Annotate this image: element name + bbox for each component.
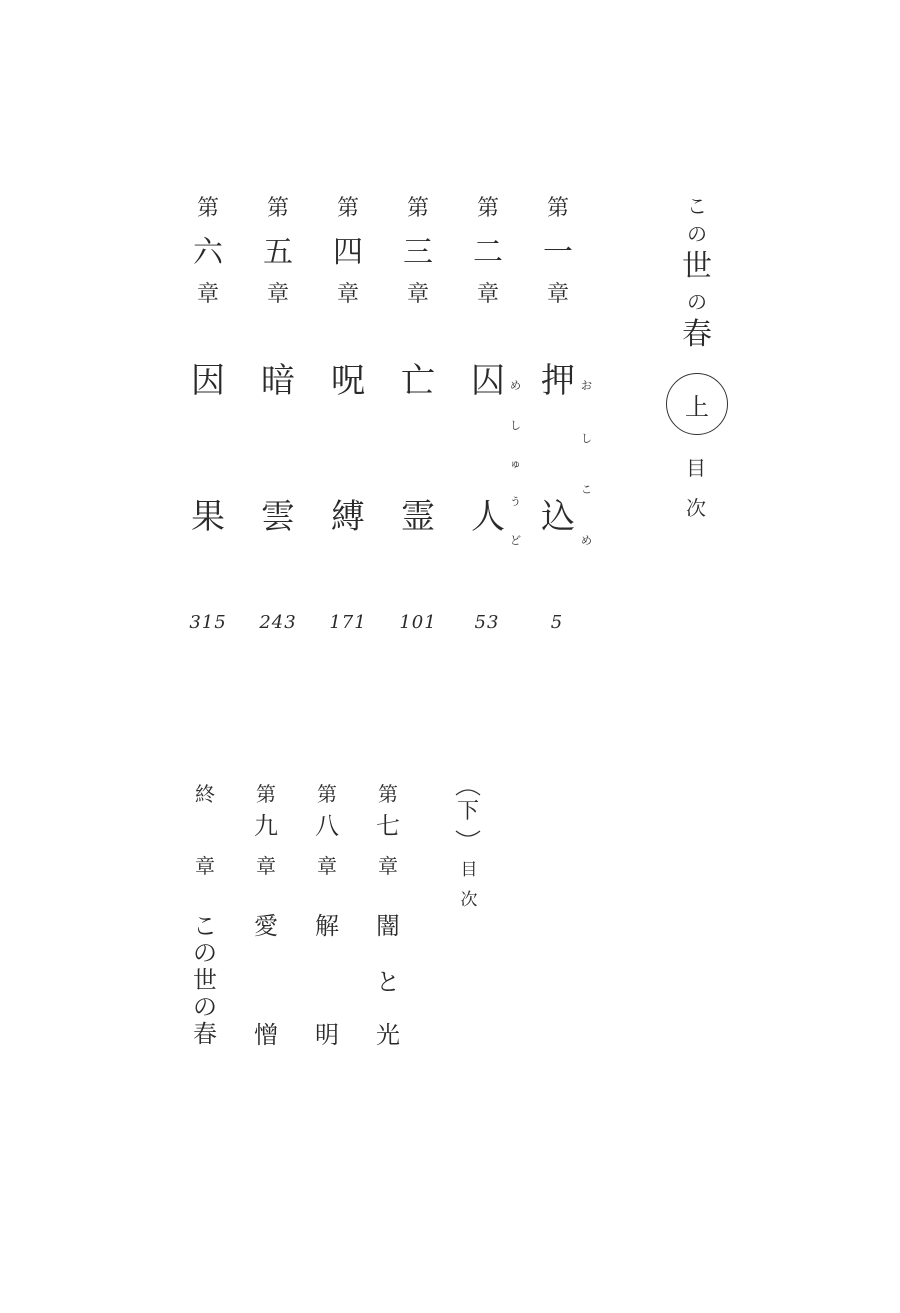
chapter-3-title-1: 亡 xyxy=(401,361,435,401)
volume-mark-upper: 上 xyxy=(666,373,728,435)
chapter-3[interactable]: 第 三 章 亡 霊 xyxy=(398,198,438,534)
chapter-2-title-2: 人 xyxy=(471,497,505,537)
chapter-4[interactable]: 第 四 章 呪 縛 xyxy=(328,198,368,534)
chapter-final[interactable]: 終 章 こ の 世 の 春 xyxy=(193,782,217,1048)
chapter-2-title-1: 囚 xyxy=(471,361,505,401)
chapter-4-title-2: 縛 xyxy=(331,497,365,537)
chapter-6[interactable]: 第 六 章 因 果 xyxy=(188,198,228,534)
parentheses-bracket xyxy=(450,783,486,845)
chapter-2-page: 53 xyxy=(474,612,500,633)
chapter-5-title-2: 雲 xyxy=(261,497,295,537)
chapter-2[interactable]: 第 二 章 囚 人 xyxy=(468,198,508,534)
chapter-7[interactable]: 第 七 章 闇 と 光 xyxy=(376,782,400,1049)
chapter-4-page: 171 xyxy=(329,612,367,633)
chapter-6-title-1: 因 xyxy=(191,361,225,401)
chapter-1[interactable]: 第 一 章 押 込 xyxy=(538,198,578,534)
chapter-6-page: 315 xyxy=(189,612,227,633)
chapter-6-title-2: 果 xyxy=(191,497,225,537)
chapter-8[interactable]: 第 八 章 解 明 xyxy=(315,782,339,1049)
volume-mark-lower: 下 xyxy=(450,783,486,823)
chapter-5-page: 243 xyxy=(259,612,297,633)
chapter-1-title-2: 込 xyxy=(541,497,575,537)
chapter-1-page: 5 xyxy=(550,612,564,633)
toc-label-upper: 目 次 xyxy=(686,456,706,520)
toc-label-lower: 目 次 xyxy=(460,860,478,910)
book-title: こ の 世 の 春 xyxy=(682,194,712,352)
chapter-5[interactable]: 第 五 章 暗 雲 xyxy=(258,198,298,534)
chapter-1-title-1: 押 xyxy=(541,361,575,401)
chapter-9[interactable]: 第 九 章 愛 憎 xyxy=(254,782,278,1049)
chapter-3-title-2: 霊 xyxy=(401,497,435,537)
chapter-5-title-1: 暗 xyxy=(261,361,295,401)
chapter-3-page: 101 xyxy=(399,612,437,633)
chapter-4-title-1: 呪 xyxy=(331,361,365,401)
